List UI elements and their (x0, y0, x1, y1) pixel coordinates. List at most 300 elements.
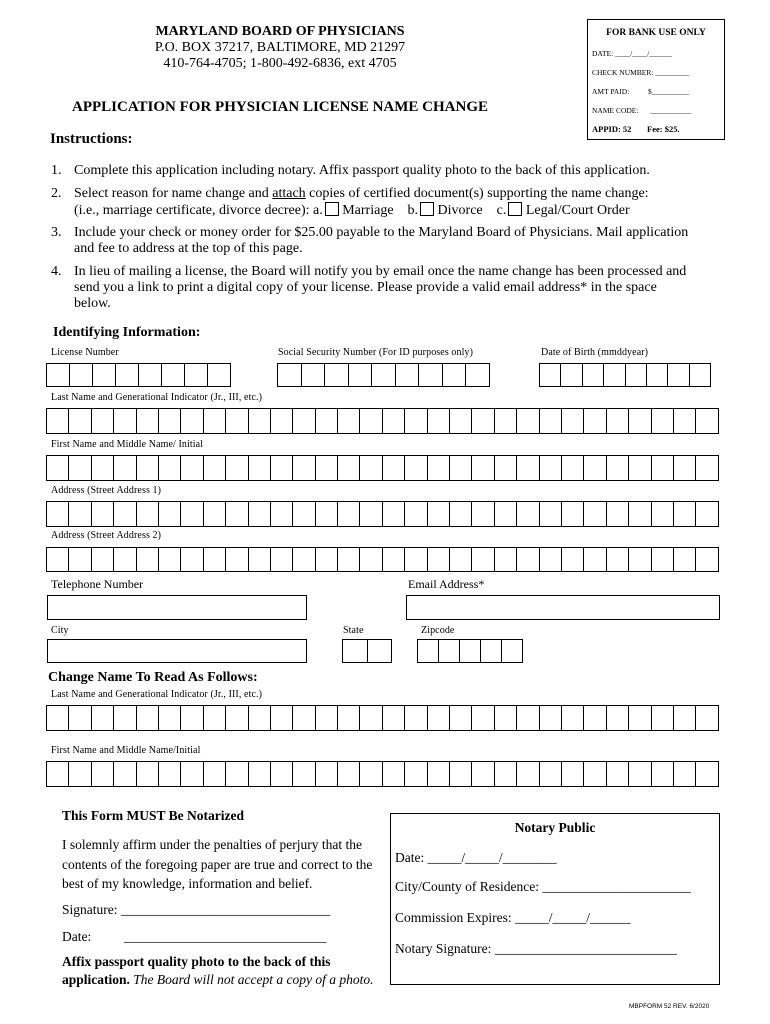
first-name-input[interactable] (46, 455, 719, 481)
char-cell[interactable] (674, 547, 696, 572)
char-cell[interactable] (495, 501, 517, 527)
char-cell[interactable] (360, 547, 382, 572)
char-cell[interactable] (181, 547, 203, 572)
instruction-text (74, 264, 734, 312)
char-cell[interactable] (419, 363, 443, 387)
char-cell[interactable] (607, 501, 629, 527)
char-cell[interactable] (114, 501, 136, 527)
char-cell[interactable] (674, 705, 696, 731)
char-cell[interactable] (372, 363, 396, 387)
char-cell[interactable] (181, 455, 203, 481)
char-cell[interactable] (472, 705, 494, 731)
char-cell[interactable] (607, 455, 629, 481)
char-cell[interactable] (584, 455, 606, 481)
bank-title: FOR BANK USE ONLY (606, 28, 706, 38)
char-cell[interactable] (137, 705, 159, 731)
char-cell[interactable] (428, 501, 450, 527)
char-cell[interactable] (428, 547, 450, 572)
address2-input[interactable] (46, 547, 719, 572)
last-name-label: Last Name and Generational Indicator (Jr., III, etc.) (51, 392, 263, 403)
char-cell[interactable] (316, 761, 338, 787)
state-label: State (343, 625, 364, 636)
instruction-num: 4. (51, 264, 62, 279)
char-cell[interactable] (428, 705, 450, 731)
ssn-label: Social Security Number (For ID purposes only) (278, 347, 474, 358)
char-cell[interactable] (450, 547, 472, 572)
char-cell[interactable] (208, 363, 231, 387)
char-cell[interactable] (383, 547, 405, 572)
char-cell[interactable] (159, 547, 181, 572)
notary-commission[interactable]: Commission Expires: _____/_____/______ (395, 910, 631, 925)
char-cell[interactable] (271, 705, 293, 731)
char-cell[interactable] (562, 455, 584, 481)
char-cell[interactable] (405, 455, 427, 481)
char-cell[interactable] (92, 408, 114, 434)
char-cell[interactable] (540, 501, 562, 527)
char-cell[interactable] (47, 501, 69, 527)
char-cell[interactable] (204, 408, 226, 434)
char-cell[interactable] (137, 455, 159, 481)
bank-name-value: ___________ (650, 106, 692, 115)
char-cell[interactable] (383, 455, 405, 481)
char-cell[interactable] (405, 705, 427, 731)
photo-note-line: Affix passport quality photo to the back of this (62, 954, 331, 969)
char-cell[interactable] (696, 705, 718, 731)
char-cell[interactable] (629, 705, 651, 731)
char-cell[interactable] (226, 705, 248, 731)
city-input[interactable] (47, 639, 307, 663)
char-cell[interactable] (443, 363, 467, 387)
char-cell[interactable] (674, 455, 696, 481)
char-cell[interactable] (349, 363, 373, 387)
char-cell[interactable] (293, 501, 315, 527)
char-cell[interactable] (69, 547, 91, 572)
char-cell[interactable] (338, 761, 360, 787)
instruction-text (74, 225, 734, 257)
affirmation-line: I solemnly affirm under the penalties of perjury that the (62, 837, 363, 852)
instruction-line: send you a link to print a digital copy of your license. Please provide a valid email address* in the space (74, 280, 657, 295)
telephone-label: Telephone Number (51, 577, 144, 591)
char-cell[interactable] (428, 455, 450, 481)
char-cell[interactable] (338, 705, 360, 731)
char-cell[interactable] (652, 455, 674, 481)
char-cell[interactable] (472, 455, 494, 481)
char-cell[interactable] (450, 408, 472, 434)
bank-check: CHECK NUMBER: _________ (592, 68, 690, 77)
last-name-input[interactable] (46, 408, 719, 434)
instruction-text-part: Select reason for name change and (74, 186, 273, 201)
char-cell[interactable] (93, 363, 116, 387)
char-cell[interactable] (540, 761, 562, 787)
char-cell[interactable] (69, 501, 91, 527)
instruction-num: 1. (51, 163, 62, 178)
board-address: P.O. BOX 37217, BALTIMORE, MD 21297 (154, 40, 406, 55)
char-cell[interactable] (181, 501, 203, 527)
char-cell[interactable] (696, 547, 718, 572)
char-cell[interactable] (405, 761, 427, 787)
char-cell[interactable] (472, 761, 494, 787)
char-cell[interactable] (583, 363, 604, 387)
char-cell[interactable] (47, 408, 69, 434)
char-cell[interactable] (271, 408, 293, 434)
bank-appid-row (592, 124, 721, 134)
char-cell[interactable] (540, 363, 561, 387)
notary-signature[interactable]: Notary Signature: ___________________________ (395, 941, 677, 956)
char-cell[interactable] (607, 408, 629, 434)
char-cell[interactable] (316, 408, 338, 434)
char-cell[interactable] (271, 547, 293, 572)
char-cell[interactable] (185, 363, 208, 387)
char-cell[interactable] (584, 408, 606, 434)
char-cell[interactable] (226, 455, 248, 481)
char-cell[interactable] (249, 408, 271, 434)
char-cell[interactable] (584, 547, 606, 572)
char-cell[interactable] (181, 408, 203, 434)
first-name-label: First Name and Middle Name/ Initial (51, 439, 204, 450)
instruction-line: Include your check or money order for $25.00 payable to the Maryland Board of Physicians. Mail application (74, 225, 689, 240)
char-cell[interactable] (450, 761, 472, 787)
char-cell[interactable] (114, 455, 136, 481)
photo-note-bold: application. (62, 972, 130, 987)
marriage-option-label: Marriage (342, 203, 394, 218)
char-cell[interactable] (204, 547, 226, 572)
license-number-label: License Number (51, 347, 119, 358)
char-cell[interactable] (204, 761, 226, 787)
char-cell[interactable] (293, 547, 315, 572)
board-name: MARYLAND BOARD OF PHYSICIANS (155, 24, 405, 39)
char-cell[interactable] (69, 705, 91, 731)
char-cell[interactable] (360, 761, 382, 787)
char-cell[interactable] (450, 705, 472, 731)
char-cell[interactable] (652, 547, 674, 572)
char-cell[interactable] (114, 761, 136, 787)
char-cell[interactable] (249, 501, 271, 527)
char-cell[interactable] (604, 363, 625, 387)
char-cell[interactable] (47, 455, 69, 481)
instruction-num: 2. (51, 186, 62, 201)
char-cell[interactable] (69, 408, 91, 434)
char-cell[interactable] (472, 501, 494, 527)
char-cell[interactable] (696, 408, 718, 434)
char-cell[interactable] (540, 455, 562, 481)
dob-input[interactable] (539, 363, 711, 387)
char-cell[interactable] (517, 547, 539, 572)
char-cell[interactable] (271, 761, 293, 787)
char-cell[interactable] (495, 705, 517, 731)
char-cell[interactable] (159, 455, 181, 481)
divorce-checkbox[interactable] (420, 202, 434, 216)
instruction-num: 3. (51, 225, 62, 240)
char-cell[interactable] (652, 761, 674, 787)
bank-use-box (587, 19, 725, 140)
char-cell[interactable] (360, 408, 382, 434)
char-cell[interactable] (47, 547, 69, 572)
instruction-line: In lieu of mailing a license, the Board will notify you by email once the name change has been processed and (74, 264, 687, 279)
instruction-text-part: copies of certified document(s) supporting the name change: (305, 186, 649, 201)
char-cell[interactable] (137, 408, 159, 434)
char-cell[interactable] (116, 363, 139, 387)
char-cell[interactable] (428, 761, 450, 787)
char-cell[interactable] (181, 761, 203, 787)
bank-date: DATE: ____/____/______ (592, 49, 672, 58)
divorce-option-label: Divorce (437, 203, 483, 218)
bank-amt-value: $__________ (648, 87, 690, 96)
char-cell[interactable] (69, 761, 91, 787)
char-cell[interactable] (137, 547, 159, 572)
char-cell[interactable] (562, 761, 584, 787)
new-first-name-label: First Name and Middle Name/Initial (51, 745, 201, 756)
char-cell[interactable] (405, 547, 427, 572)
char-cell[interactable] (607, 547, 629, 572)
char-cell[interactable] (249, 547, 271, 572)
license-number-input[interactable] (46, 363, 231, 387)
char-cell[interactable] (114, 408, 136, 434)
char-cell[interactable] (92, 547, 114, 572)
form-title: APPLICATION FOR PHYSICIAN LICENSE NAME CHANGE (71, 99, 488, 115)
char-cell[interactable] (561, 363, 582, 387)
new-last-name-input[interactable] (46, 705, 719, 731)
char-cell[interactable] (517, 501, 539, 527)
char-cell[interactable] (114, 547, 136, 572)
char-cell[interactable] (316, 705, 338, 731)
char-cell[interactable] (360, 705, 382, 731)
char-cell[interactable] (495, 547, 517, 572)
new-first-name-input[interactable] (46, 761, 719, 787)
char-cell[interactable] (249, 705, 271, 731)
char-cell[interactable] (517, 455, 539, 481)
address2-label: Address (Street Address 2) (51, 530, 162, 541)
char-cell[interactable] (450, 455, 472, 481)
photo-note (62, 953, 373, 989)
char-cell[interactable] (674, 408, 696, 434)
instruction-text-part: (i.e., marriage certificate, divorce decree): a. (74, 203, 323, 218)
date-label: Date: (62, 929, 92, 944)
instruction-text (74, 186, 734, 219)
char-cell[interactable] (629, 547, 651, 572)
char-cell[interactable] (47, 705, 69, 731)
char-cell[interactable] (92, 455, 114, 481)
board-phone: 410-764-4705; 1-800-492-6836, ext 4705 (163, 56, 397, 71)
char-cell[interactable] (517, 761, 539, 787)
instruction-text: Complete this application including notary. Affix passport quality photo to the back of this application. (74, 163, 650, 178)
char-cell[interactable] (69, 455, 91, 481)
char-cell[interactable] (450, 501, 472, 527)
char-cell[interactable] (316, 455, 338, 481)
char-cell[interactable] (562, 501, 584, 527)
char-cell[interactable] (293, 705, 315, 731)
char-cell[interactable] (249, 455, 271, 481)
char-cell[interactable] (316, 547, 338, 572)
char-cell[interactable] (629, 455, 651, 481)
char-cell[interactable] (338, 455, 360, 481)
date-line[interactable]: ______________________________ (124, 929, 327, 944)
char-cell[interactable] (271, 501, 293, 527)
notary-box (390, 813, 720, 985)
char-cell[interactable] (226, 547, 248, 572)
char-cell[interactable] (383, 501, 405, 527)
char-cell[interactable] (405, 501, 427, 527)
char-cell[interactable] (293, 761, 315, 787)
bank-appid: APPID: 52 (592, 124, 632, 134)
char-cell[interactable] (226, 501, 248, 527)
char-cell[interactable] (629, 408, 651, 434)
legal-order-checkbox[interactable] (508, 202, 522, 216)
char-cell[interactable] (92, 501, 114, 527)
char-cell[interactable] (472, 547, 494, 572)
char-cell[interactable] (92, 761, 114, 787)
instructions-heading: Instructions: (50, 131, 133, 147)
ssn-input[interactable] (277, 363, 490, 387)
photo-note-italic: The Board will not accept a copy of a photo. (133, 972, 374, 987)
char-cell[interactable] (226, 761, 248, 787)
char-cell[interactable] (696, 455, 718, 481)
char-cell[interactable] (540, 547, 562, 572)
char-cell[interactable] (584, 761, 606, 787)
char-cell[interactable] (159, 705, 181, 731)
char-cell[interactable] (368, 639, 393, 663)
char-cell[interactable] (652, 501, 674, 527)
char-cell[interactable] (502, 639, 523, 663)
change-name-heading: Change Name To Read As Follows: (48, 670, 258, 685)
char-cell[interactable] (204, 455, 226, 481)
divorce-option-prefix: b. (407, 203, 419, 218)
notary-county[interactable]: City/County of Residence: ______________________ (395, 879, 691, 894)
email-label: Email Address* (408, 577, 485, 591)
bank-amt-label: AMT PAID: (592, 87, 630, 96)
instruction-line: below. (74, 296, 111, 311)
char-cell[interactable] (383, 705, 405, 731)
char-cell[interactable] (271, 455, 293, 481)
char-cell[interactable] (481, 639, 502, 663)
char-cell[interactable] (562, 547, 584, 572)
char-cell[interactable] (47, 363, 70, 387)
char-cell[interactable] (405, 408, 427, 434)
notarize-heading: This Form MUST Be Notarized (62, 808, 244, 823)
char-cell[interactable] (226, 408, 248, 434)
char-cell[interactable] (162, 363, 185, 387)
affirmation-line: contents of the foregoing paper are true and correct to the (62, 856, 373, 872)
char-cell[interactable] (696, 501, 718, 527)
legal-order-option-label: Legal/Court Order (525, 203, 630, 218)
char-cell[interactable] (137, 761, 159, 787)
char-cell[interactable] (47, 761, 69, 787)
char-cell[interactable] (396, 363, 420, 387)
char-cell[interactable] (517, 705, 539, 731)
char-cell[interactable] (302, 363, 326, 387)
char-cell[interactable] (517, 408, 539, 434)
char-cell[interactable] (316, 501, 338, 527)
notary-date[interactable]: Date: _____/_____/________ (395, 850, 557, 865)
signature-line[interactable]: Signature: _______________________________ (62, 902, 331, 917)
char-cell[interactable] (460, 639, 481, 663)
char-cell[interactable] (338, 501, 360, 527)
char-cell[interactable] (139, 363, 162, 387)
new-last-name-label: Last Name and Generational Indicator (Jr., III, etc.) (51, 689, 263, 700)
char-cell[interactable] (584, 705, 606, 731)
zipcode-input[interactable] (417, 639, 523, 663)
char-cell[interactable] (338, 408, 360, 434)
char-cell[interactable] (204, 705, 226, 731)
char-cell[interactable] (159, 501, 181, 527)
char-cell[interactable] (293, 408, 315, 434)
attach-underlined: attach (272, 186, 306, 201)
char-cell[interactable] (159, 761, 181, 787)
char-cell[interactable] (696, 761, 718, 787)
telephone-input[interactable] (47, 595, 307, 620)
char-cell[interactable] (647, 363, 668, 387)
char-cell[interactable] (383, 761, 405, 787)
affirmation-text (62, 835, 372, 894)
char-cell[interactable] (181, 705, 203, 731)
char-cell[interactable] (418, 639, 439, 663)
bank-name-label: NAME CODE: (592, 106, 639, 115)
char-cell[interactable] (652, 408, 674, 434)
char-cell[interactable] (668, 363, 689, 387)
char-cell[interactable] (495, 455, 517, 481)
char-cell[interactable] (540, 408, 562, 434)
notary-title: Notary Public (514, 820, 596, 835)
address1-label: Address (Street Address 1) (51, 485, 162, 496)
instruction-line: and fee to address at the top of this page. (74, 241, 303, 256)
char-cell[interactable] (690, 363, 711, 387)
char-cell[interactable] (92, 705, 114, 731)
char-cell[interactable] (439, 639, 460, 663)
char-cell[interactable] (159, 408, 181, 434)
char-cell[interactable] (204, 501, 226, 527)
char-cell[interactable] (293, 455, 315, 481)
char-cell[interactable] (278, 363, 302, 387)
city-label: City (51, 625, 69, 636)
char-cell[interactable] (629, 501, 651, 527)
address1-input[interactable] (46, 501, 719, 527)
char-cell[interactable] (114, 705, 136, 731)
char-cell[interactable] (562, 408, 584, 434)
char-cell[interactable] (466, 363, 490, 387)
state-input[interactable] (342, 639, 392, 663)
char-cell[interactable] (626, 363, 647, 387)
char-cell[interactable] (495, 408, 517, 434)
char-cell[interactable] (360, 501, 382, 527)
char-cell[interactable] (383, 408, 405, 434)
dob-label: Date of Birth (mmddyear) (541, 347, 649, 358)
char-cell[interactable] (562, 705, 584, 731)
identifying-heading: Identifying Information: (53, 325, 201, 340)
char-cell[interactable] (137, 501, 159, 527)
char-cell[interactable] (674, 501, 696, 527)
char-cell[interactable] (674, 761, 696, 787)
char-cell[interactable] (360, 455, 382, 481)
char-cell[interactable] (629, 761, 651, 787)
affirmation-line: best of my knowledge, information and belief. (62, 876, 313, 891)
bank-fee: Fee: $25. (647, 124, 680, 134)
email-input[interactable] (406, 595, 720, 620)
char-cell[interactable] (495, 761, 517, 787)
form-revision: MBPFORM 52 REV. 6/2020 (629, 1003, 710, 1010)
char-cell[interactable] (338, 547, 360, 572)
char-cell[interactable] (607, 705, 629, 731)
marriage-checkbox[interactable] (325, 202, 339, 216)
char-cell[interactable] (540, 705, 562, 731)
char-cell[interactable] (325, 363, 349, 387)
char-cell[interactable] (607, 761, 629, 787)
char-cell[interactable] (652, 705, 674, 731)
char-cell[interactable] (343, 639, 368, 663)
char-cell[interactable] (70, 363, 93, 387)
char-cell[interactable] (472, 408, 494, 434)
char-cell[interactable] (428, 408, 450, 434)
char-cell[interactable] (584, 501, 606, 527)
char-cell[interactable] (249, 761, 271, 787)
